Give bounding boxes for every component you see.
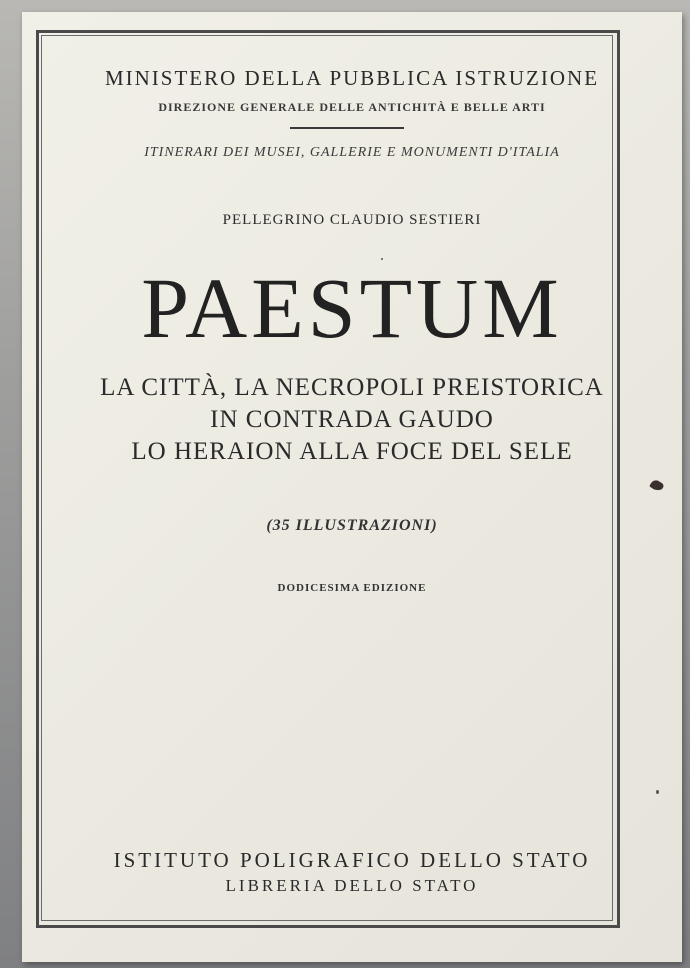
subtitle-line: LO HERAION ALLA FOCE DEL SELE bbox=[131, 438, 573, 465]
ministry-heading: MINISTERO DELLA PUBBLICA ISTRUZIONE bbox=[104, 66, 600, 90]
book-title: PAESTUM bbox=[141, 260, 563, 356]
edition-label: DODICESIMA EDIZIONE bbox=[277, 582, 427, 594]
series-title: ITINERARI DEI MUSEI, GALLERIE E MONUMENTI D'ITALIA bbox=[144, 145, 560, 160]
cover-border-inner bbox=[41, 35, 613, 921]
author-name: PELLEGRINO CLAUDIO SESTIERI bbox=[222, 212, 482, 228]
paper-speck bbox=[656, 790, 659, 794]
publisher-imprint: LIBRERIA DELLO STATO bbox=[225, 876, 479, 895]
publisher-name: ISTITUTO POLIGRAFICO DELLO STATO bbox=[113, 848, 591, 872]
paper-speck bbox=[381, 258, 383, 260]
subtitle-line: LA CITTÀ, LA NECROPOLI PREISTORICA bbox=[100, 374, 604, 401]
subtitle-line: IN CONTRADA GAUDO bbox=[210, 406, 494, 433]
divider-rule bbox=[290, 127, 404, 129]
illustrations-note: (35 ILLUSTRAZIONI) bbox=[266, 517, 438, 534]
direction-heading: DIREZIONE GENERALE DELLE ANTICHITÀ E BELLE ARTI bbox=[158, 100, 546, 114]
ink-stain bbox=[648, 478, 666, 492]
